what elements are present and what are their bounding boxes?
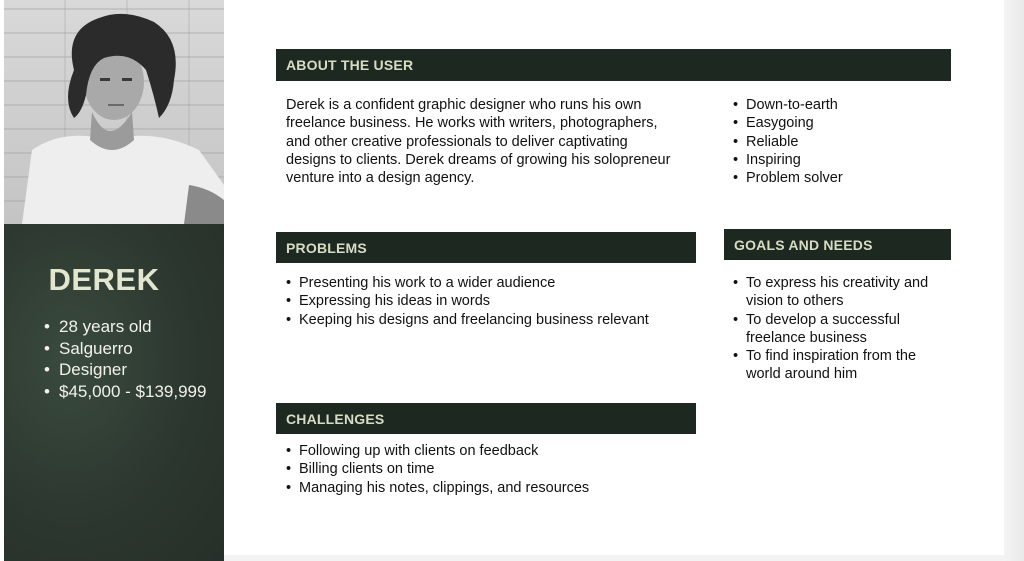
problems-list [286, 274, 686, 329]
persona-photo [4, 0, 224, 224]
list-item: • Down-to-earth [733, 96, 963, 114]
list-item: • Keeping his designs and freelancing business relevant [286, 311, 686, 329]
list-item: • Presenting his work to a wider audience [286, 274, 686, 292]
list-item: • To find inspiration from the world around him [733, 347, 943, 384]
about-description: Derek is a confident graphic designer who runs his own freelance business. He works with writers, photographers, and other creative professionals to deliver captivating designs to clients. Derek dreams of growing his solopreneur venture into a design agency. [286, 97, 671, 187]
list-item: • Easygoing [733, 114, 963, 132]
goals-section-heading: GOALS AND NEEDS [724, 229, 951, 260]
fact-occupation: • Designer [44, 359, 214, 381]
list-item: • To express his creativity and vision to others [733, 274, 943, 311]
page-edge-bottom [224, 555, 1004, 561]
fact-income: • $45,000 - $139,999 [44, 381, 214, 403]
persona-name: DEREK [48, 262, 160, 297]
list-item: • Managing his notes, clippings, and resources [286, 479, 696, 497]
list-item: • Inspiring [733, 151, 963, 169]
about-section-heading: ABOUT THE USER [276, 49, 951, 81]
portrait-illustration [4, 0, 224, 224]
list-item: • To develop a successful freelance business [733, 311, 943, 348]
list-item: • Following up with clients on feedback [286, 442, 696, 460]
persona-facts-list [44, 316, 214, 402]
challenges-list [286, 442, 696, 497]
fact-location: • Salguerro [44, 338, 214, 360]
traits-list [733, 96, 963, 187]
challenges-section-heading: CHALLENGES [276, 403, 696, 434]
persona-sidebar [4, 0, 224, 561]
list-item: • Reliable [733, 133, 963, 151]
list-item: • Problem solver [733, 169, 963, 187]
list-item: • Billing clients on time [286, 460, 696, 478]
fact-age: • 28 years old [44, 316, 214, 338]
list-item: • Expressing his ideas in words [286, 292, 686, 310]
page-edge-right [1004, 0, 1024, 561]
goals-list [733, 274, 943, 384]
problems-section-heading: PROBLEMS [276, 232, 696, 263]
